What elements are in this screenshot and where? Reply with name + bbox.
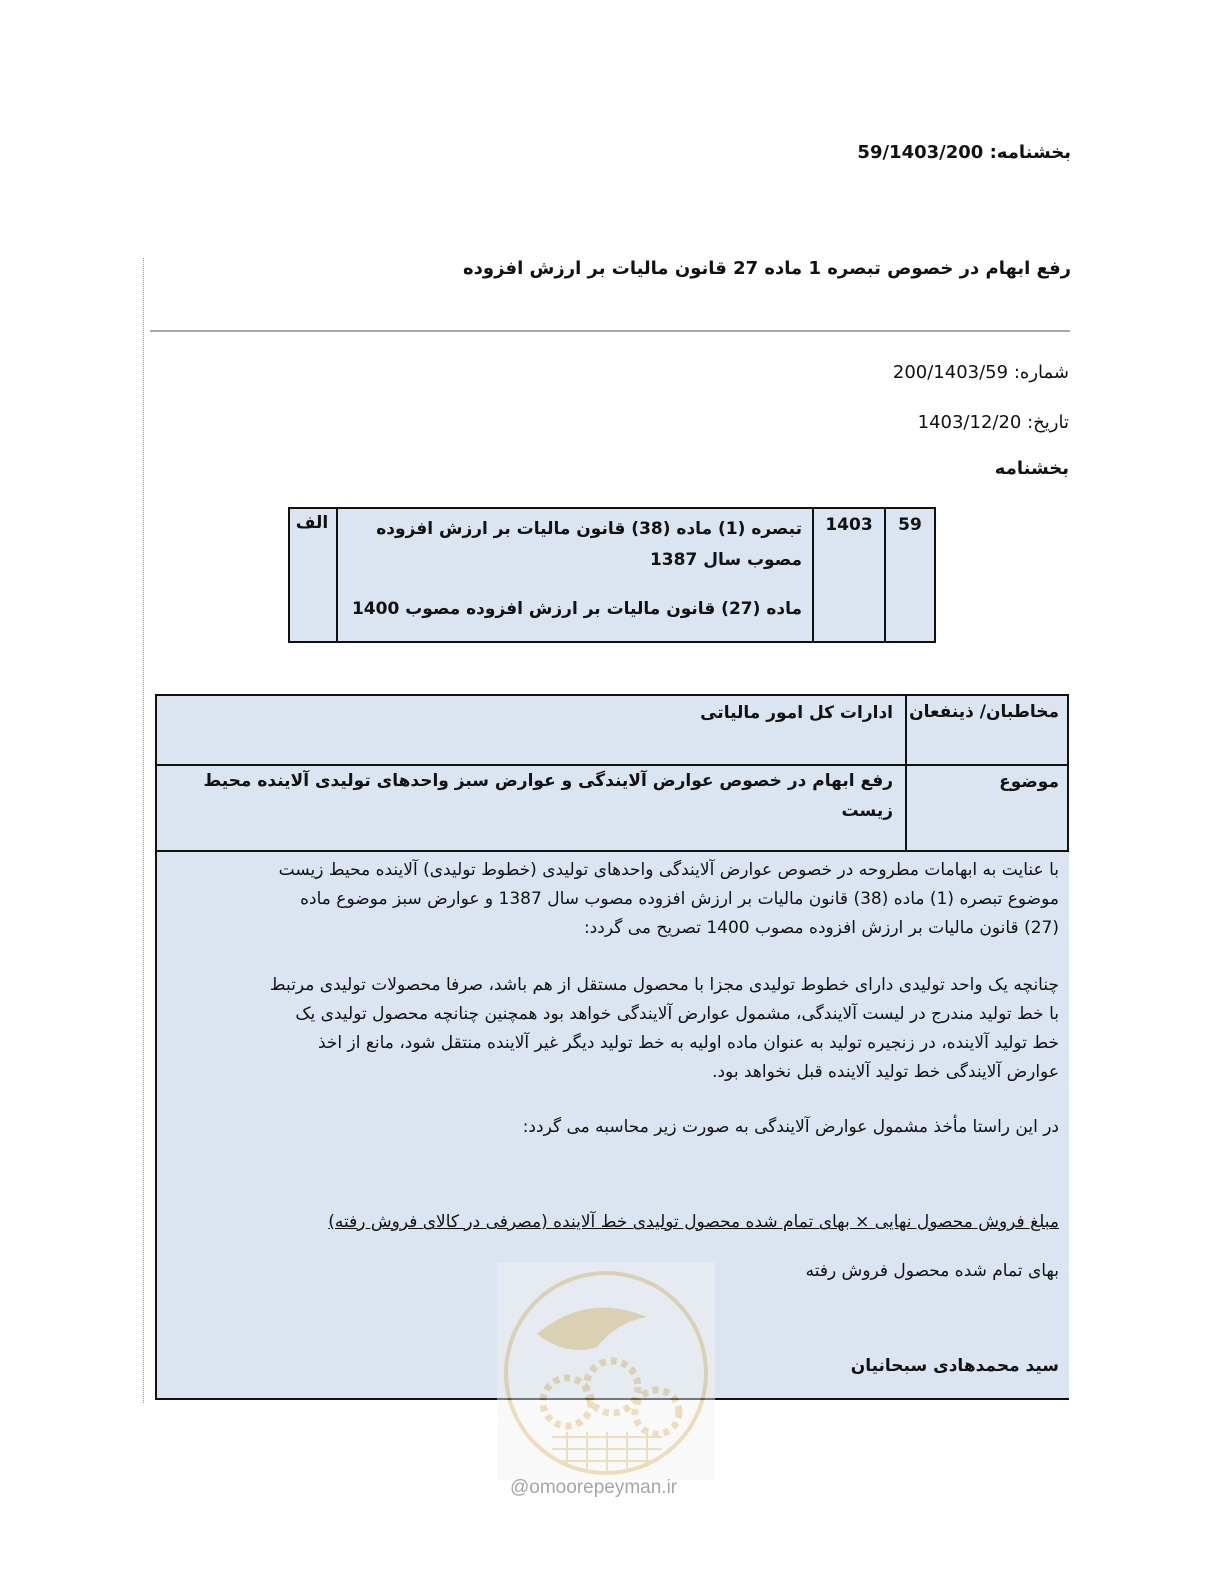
subject-line1: رفع ابهام در خصوص عوارض آلایندگی و عوارض سبز واحدهای تولیدی آلاینده محیط [203, 771, 893, 791]
paragraph-calc: در این راستا مأخذ مشمول عوارض آلایندگی به صورت زیر محاسبه می گردد: [522, 1117, 1059, 1137]
ref-number: 59 [898, 515, 922, 535]
para2-line4: عوارض آلایندگی خط تولید آلاینده قبل نخواهد بود. [712, 1062, 1059, 1082]
formula-numerator [179, 1208, 1059, 1237]
subject-line2: زیست [841, 801, 893, 821]
ref-separator [812, 509, 814, 641]
para2-line3: خط تولید آلاینده، در زنجیره تولید به عنوان ماده اولیه به خط تولید دیگر غیر آلاینده منتقل شود، مانع از اخذ [317, 1033, 1059, 1053]
doc-type: بخشنامه [994, 458, 1069, 479]
para1-line3: (27) قانون مالیات بر ارزش افزوده مصوب 1400 تصریح می گردد: [583, 918, 1059, 938]
margin-rule [143, 258, 144, 1403]
ref-law-line1: تبصره (1) ماده (38) قانون مالیات بر ارزش افزوده [376, 519, 802, 539]
table-divider [157, 850, 1069, 852]
seal-icon [497, 1262, 715, 1480]
date-label: تاریخ: [1027, 412, 1069, 433]
ref-year: 1403 [825, 515, 873, 535]
audience-value: ادارات کل امور مالیاتی [700, 703, 893, 723]
formula-denominator: بهای تمام شده محصول فروش رفته [805, 1261, 1059, 1281]
reference-table [288, 507, 936, 643]
paragraph-rule [179, 971, 1059, 1087]
audience-label: مخاطبان/ ذینفعان [909, 702, 1059, 722]
document-title: رفع ابهام در خصوص تبصره 1 ماده 27 قانون مالیات بر ارزش افزوده [463, 258, 1071, 279]
para2-line1: چنانچه یک واحد تولیدی دارای خطوط تولیدی مجزا با محصول مستقل از هم باشد، صرفا محصولات تولیدی مرتبط [269, 975, 1059, 995]
table-divider [1067, 696, 1069, 852]
ref-separator [336, 509, 338, 641]
ref-law-line2: مصوب سال 1387 [649, 550, 802, 570]
paragraph-intro [179, 856, 1059, 943]
number-label: شماره: [1013, 362, 1069, 383]
number-line [893, 362, 1069, 383]
para2-line2: با خط تولید مندرج در لیست آلایندگی، مشمول عوارض آلایندگی خواهد بود همچنین چنانچه محصول تولیدی یک [295, 1004, 1059, 1024]
para1-line2: موضوع تبصره (1) ماده (38) قانون مالیات بر ارزش افزوده مصوب سال 1387 و عوارض سبز موضوع ماده [300, 889, 1059, 909]
para1-line1: با عنایت به ابهامات مطروحه در خصوص عوارض آلایندگی واحدهای تولیدی (خطوط تولیدی) آلاینده محیط زیست [278, 860, 1059, 880]
ref-laws [342, 509, 802, 641]
subject-value [163, 766, 893, 826]
watermark-site: @omoorepeyman.ir [510, 1477, 678, 1498]
number-value: 200/1403/59 [892, 362, 1009, 383]
subject-label: موضوع [999, 772, 1059, 792]
signature: سید محمدهادی سبحانیان [850, 1356, 1059, 1376]
ref-separator [884, 509, 886, 641]
ref-law-line3: ماده (27) قانون مالیات بر ارزش افزوده مصوب 1400 [351, 599, 802, 619]
date-value: 1403/12/20 [917, 412, 1022, 433]
circular-label: بخشنامه: [989, 142, 1071, 163]
ref-tag: الف [295, 513, 329, 533]
date-line [918, 412, 1069, 433]
title-divider [150, 330, 1070, 332]
formula-numerator-text: مبلغ فروش محصول نهایی × بهای تمام شده محصول تولیدی خط آلاینده (مصرفی در کالای فروش رفته) [328, 1212, 1059, 1232]
watermark-logo [497, 1262, 715, 1480]
circular-heading [857, 142, 1071, 163]
circular-number: 59/1403/200 [857, 142, 984, 163]
table-divider [905, 696, 907, 850]
